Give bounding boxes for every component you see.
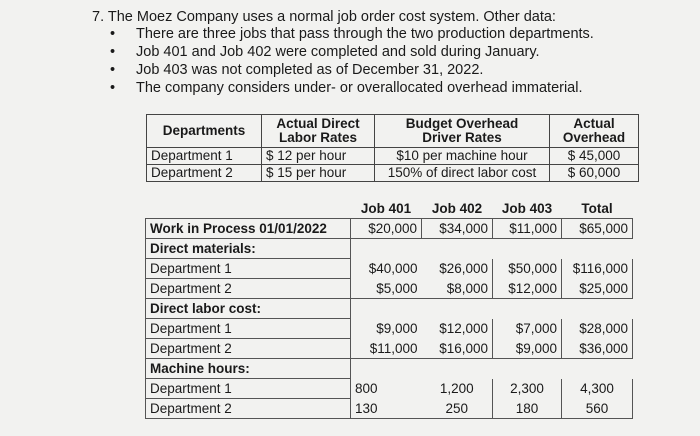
- labor-rates-header: Actual Direct Labor Rates: [262, 115, 375, 148]
- job402-header: Job 402: [431, 201, 483, 216]
- table-row: [146, 359, 633, 379]
- job401-header: Job 401: [360, 201, 412, 216]
- bullet-icon: •: [110, 62, 116, 78]
- table-row: Work in Process 01/01/2022 $20,000 $34,000 $11,000 $65,000: [146, 219, 633, 239]
- job-cost-table: [145, 199, 633, 419]
- table-row: Department 1 $9,000 $12,000 $7,000 $28,000: [146, 319, 633, 339]
- bullet-item: • The company considers under- or overallocated overhead immaterial.: [110, 80, 583, 96]
- departments-header: Departments: [147, 115, 262, 148]
- department-rates-table: [146, 114, 639, 182]
- wip-label: Work in Process 01/01/2022: [146, 219, 351, 239]
- table-header-row: [147, 115, 639, 148]
- direct-materials-label: Direct materials:: [146, 239, 351, 259]
- bullet-icon: •: [110, 26, 116, 42]
- bullet-list: [110, 25, 594, 97]
- bullet-item: • Job 403 was not completed as of December 31, 2022.: [110, 62, 484, 78]
- table-row: Department 2 130 250 180 560: [146, 399, 633, 419]
- table-row: Department 1 $40,000 $26,000 $50,000 $116,000: [146, 259, 633, 279]
- table-row: Department 1 $ 12 per hour $10 per machine hour $ 45,000: [147, 148, 639, 165]
- table-row: Department 1 800 1,200 2,300 4,300: [146, 379, 633, 399]
- problem-title: 7. The Moez Company uses a normal job order cost system. Other data:: [92, 9, 556, 25]
- direct-labor-label: Direct labor cost:: [146, 299, 351, 319]
- table-row: [146, 239, 633, 259]
- machine-hours-label: Machine hours:: [146, 359, 351, 379]
- bullet-icon: •: [110, 44, 116, 60]
- job403-header: Job 403: [501, 201, 553, 216]
- bullet-icon: •: [110, 80, 116, 96]
- bullet-item: • Job 401 and Job 402 were completed and sold during January.: [110, 44, 540, 60]
- total-header: Total: [581, 201, 613, 216]
- budget-overhead-header: Budget Overhead Driver Rates: [375, 115, 550, 148]
- table-row: Department 2 $5,000 $8,000 $12,000 $25,000: [146, 279, 633, 299]
- table-row: Department 2 $ 15 per hour 150% of direct labor cost $ 60,000: [147, 165, 639, 182]
- table-row: [146, 299, 633, 319]
- table-row: Department 2 $11,000 $16,000 $9,000 $36,000: [146, 339, 633, 359]
- actual-overhead-header: Actual Overhead: [550, 115, 639, 148]
- bullet-item: • There are three jobs that pass through the two production departments.: [110, 26, 594, 42]
- table-header-row: [146, 199, 633, 219]
